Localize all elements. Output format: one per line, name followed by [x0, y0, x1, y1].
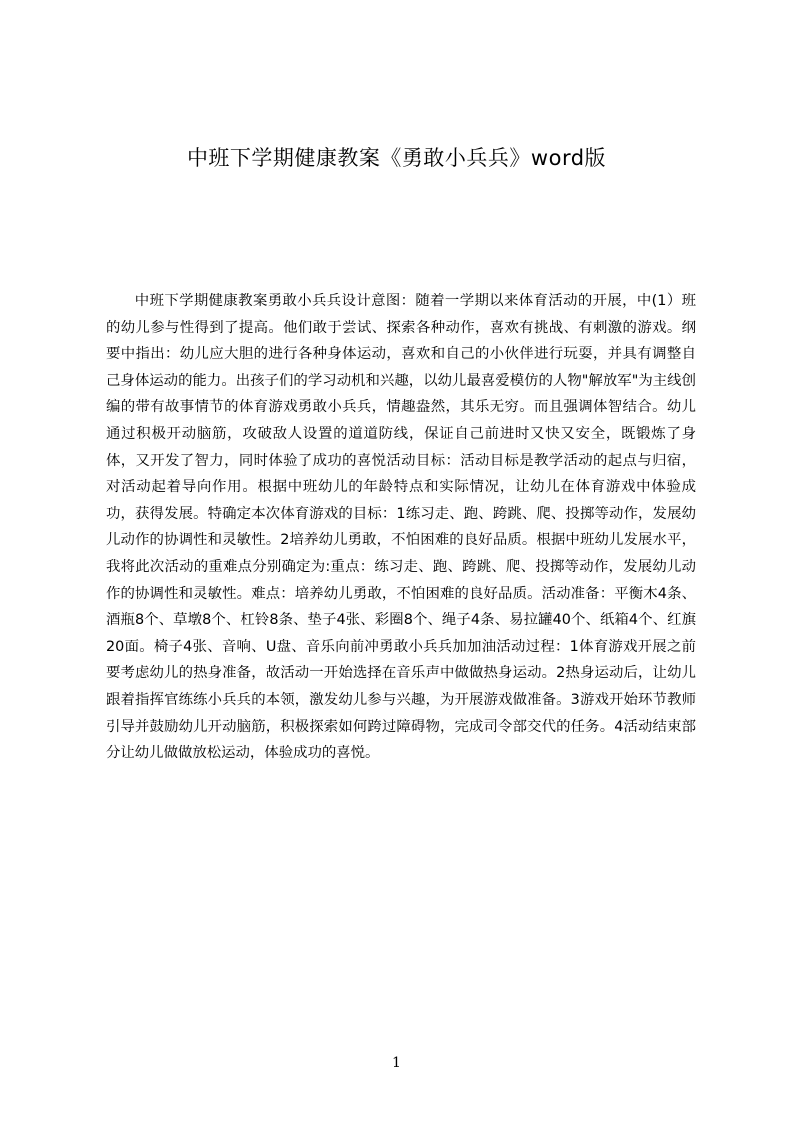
document-body-paragraph: 中班下学期健康教案勇敢小兵兵设计意图：随着一学期以来体育活动的开展，中(1）班的幼儿参与性得到了提高。他们敢于尝试、探索各种动作，喜欢有挑战、有刺激的游戏。纲要中指出：幼儿应大胆的进行各种身体运动，喜欢和自己的小伙伴进行玩耍，并具有调整自己身体运动的能力。出孩子们的学习动机和兴趣，以幼儿最喜爱模仿的人物"解放军"为主线创编的带有故事情节的体育游戏勇敢小兵兵，情趣盎然，其乐无穷。而且强调体智结合。幼儿通过积极开动脑筋，攻破敌人设置的道道防线，保证自己前进时又快又安全，既锻炼了身体，又开发了智力，同时体验了成功的喜悦活动目标：活动目标是教学活动的起点与归宿，对活动起着导向作用。根据中班幼儿的年龄特点和实际情况，让幼儿在体育游戏中体验成功，获得发展。特确定本次体育游戏的目标：1练习走、跑、跨跳、爬、投掷等动作，发展幼儿动作的协调性和灵敏性。2培养幼儿勇敢，不怕困难的良好品质。根据中班幼儿发展水平，我将此次活动的重难点分别确定为:重点：练习走、跑、跨跳、爬、投掷等动作，发展幼儿动作的协调性和灵敏性。难点：培养幼儿勇敢，不怕困难的良好品质。活动准备：平衡木4条、酒瓶8个、草墩8个、杠铃8条、垫子4张、彩圈8个、绳子4条、易拉罐40个、纸箱4个、红旗20面。椅子4张、音响、U盘、音乐向前冲勇敢小兵兵加加油活动过程：1体育游戏开展之前要考虑幼儿的热身准备，故活动一开始选择在音乐声中做做热身运动。2热身运动后，让幼儿跟着指挥官练练小兵兵的本领，激发幼儿参与兴趣，为开展游戏做准备。3游戏开始环节教师引导并鼓励幼儿开动脑筋，积极探索如何跨过障碍物，完成司令部交代的任务。4活动结束部分让幼儿做做放松运动，体验成功的喜悦。	[106, 293, 696, 762]
document-title: 中班下学期健康教案《勇敢小兵兵》word版	[186, 146, 607, 170]
page-number: 1	[392, 1055, 401, 1071]
